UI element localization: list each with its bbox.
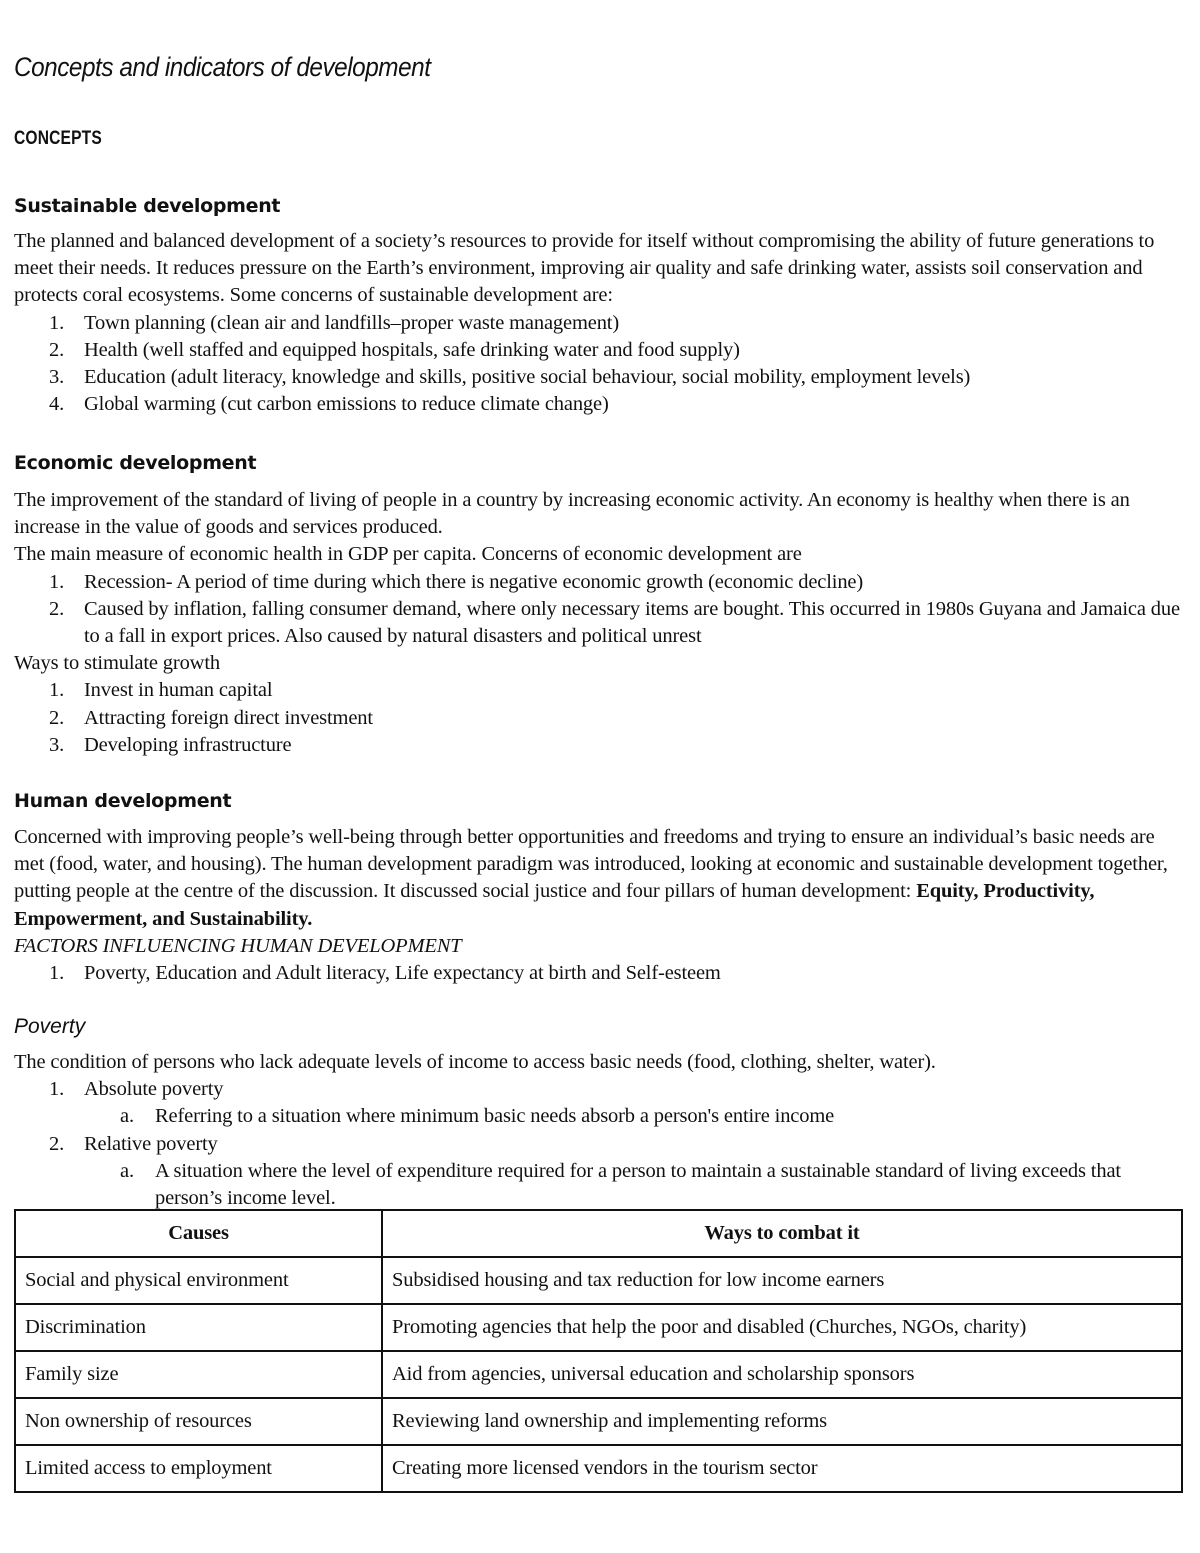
economic-development-section xyxy=(14,487,1182,759)
list-item: 2. Relative poverty xyxy=(49,1132,218,1155)
cause-cell: Limited access to employment xyxy=(15,1445,382,1492)
growth-list xyxy=(14,677,1182,759)
heading-human-development: Human development xyxy=(14,790,232,812)
list-item: 1. Recession- A period of time during which there is negative economic growth (economic decline) xyxy=(49,570,864,593)
human-paragraph: Concerned with improving people’s well-being through better opportunities and freedoms and trying to ensure an individual’s basic needs are met (food, water, and housing). The human development paradigm was introduced, looking at economic and sustainable development together, putting people at the centre of the discussion. It discussed social justice and four pillars of human development: Equity, Productivity, Empowerment, and Sustainability. xyxy=(14,826,1168,930)
heading-poverty: Poverty xyxy=(14,1015,86,1038)
cause-cell: Discrimination xyxy=(15,1304,382,1351)
poverty-types-list xyxy=(14,1076,1182,1212)
cause-cell: Social and physical environment xyxy=(15,1257,382,1304)
table-row xyxy=(15,1304,1182,1351)
heading-economic-development: Economic development xyxy=(14,452,257,474)
list-item: 2. Caused by inflation, falling consumer demand, where only necessary items are bought. This occurred in 1980s Guyana and Jamaica due to a fall in export prices. Also caused by natural disasters and political unrest xyxy=(49,597,1180,648)
cause-cell: Non ownership of resources xyxy=(15,1398,382,1445)
factors-label: FACTORS INFLUENCING HUMAN DEVELOPMENT xyxy=(14,934,462,957)
document-title: Concepts and indicators of development xyxy=(14,52,431,82)
table-row xyxy=(15,1398,1182,1445)
four-pillars: Equity, Productivity, Empowerment, and Sustainability. xyxy=(14,880,1095,930)
table-row xyxy=(15,1445,1182,1492)
heading-sustainable-development: Sustainable development xyxy=(14,195,281,217)
header-causes: Causes xyxy=(15,1210,382,1257)
growth-label: Ways to stimulate growth xyxy=(14,652,220,675)
list-item: 1. Invest in human capital xyxy=(49,679,273,702)
poverty-section xyxy=(14,1049,1182,1212)
list-item: 2. Health (well staffed and equipped hospitals, safe drinking water and food supply) xyxy=(49,338,740,361)
list-item: 4. Global warming (cut carbon emissions to reduce climate change) xyxy=(49,393,609,416)
list-item: 2. Attracting foreign direct investment xyxy=(49,706,373,729)
economic-concerns-list xyxy=(14,569,1182,651)
economic-paragraph-2: The main measure of economic health in GDP per capita. Concerns of economic development are xyxy=(14,543,802,566)
table-row xyxy=(15,1257,1182,1304)
solution-cell: Promoting agencies that help the poor and disabled (Churches, NGOs, charity) xyxy=(382,1304,1182,1351)
solution-cell: Aid from agencies, universal education and scholarship sponsors xyxy=(382,1351,1182,1398)
table-header-row xyxy=(15,1210,1182,1257)
list-item: a. A situation where the level of expenditure required for a person to maintain a sustainable standard of living exceeds that person’s income level. xyxy=(120,1159,1121,1210)
poverty-causes-table xyxy=(14,1209,1183,1493)
economic-paragraph-1: The improvement of the standard of living of people in a country by increasing economic activity. An economy is healthy when there is an increase in the value of goods and services produced. xyxy=(14,489,1130,539)
list-item: 3. Education (adult literacy, knowledge and skills, positive social behaviour, social mobility, employment levels) xyxy=(49,366,971,389)
table-row xyxy=(15,1351,1182,1398)
list-item: 1. Town planning (clean air and landfills–proper waste management) xyxy=(49,311,620,334)
human-development-section xyxy=(14,824,1182,987)
list-item: 1. Poverty, Education and Adult literacy, Life expectancy at birth and Self-esteem xyxy=(49,962,721,985)
sustainable-development-section xyxy=(14,228,1182,418)
list-item: a. Referring to a situation where minimum basic needs absorb a person's entire income xyxy=(120,1105,835,1128)
solution-cell: Creating more licensed vendors in the tourism sector xyxy=(382,1445,1182,1492)
factors-list xyxy=(14,960,1182,987)
section-label-concepts: CONCEPTS xyxy=(14,128,102,149)
list-item: 3. Developing infrastructure xyxy=(49,733,292,756)
header-ways-to-combat: Ways to combat it xyxy=(382,1210,1182,1257)
sustainable-concerns-list xyxy=(14,310,1182,419)
solution-cell: Reviewing land ownership and implementing reforms xyxy=(382,1398,1182,1445)
solution-cell: Subsidised housing and tax reduction for low income earners xyxy=(382,1257,1182,1304)
sustainable-paragraph: The planned and balanced development of a society’s resources to provide for itself without compromising the ability of future generations to meet their needs. It reduces pressure on the Earth’s environment, improving air quality and safe drinking water, assists soil conservation and protects coral ecosystems. Some concerns of sustainable development are: xyxy=(14,230,1155,307)
cause-cell: Family size xyxy=(15,1351,382,1398)
list-item: 1. Absolute poverty xyxy=(49,1078,224,1101)
poverty-paragraph: The condition of persons who lack adequate levels of income to access basic needs (food, clothing, shelter, water). xyxy=(14,1051,936,1073)
